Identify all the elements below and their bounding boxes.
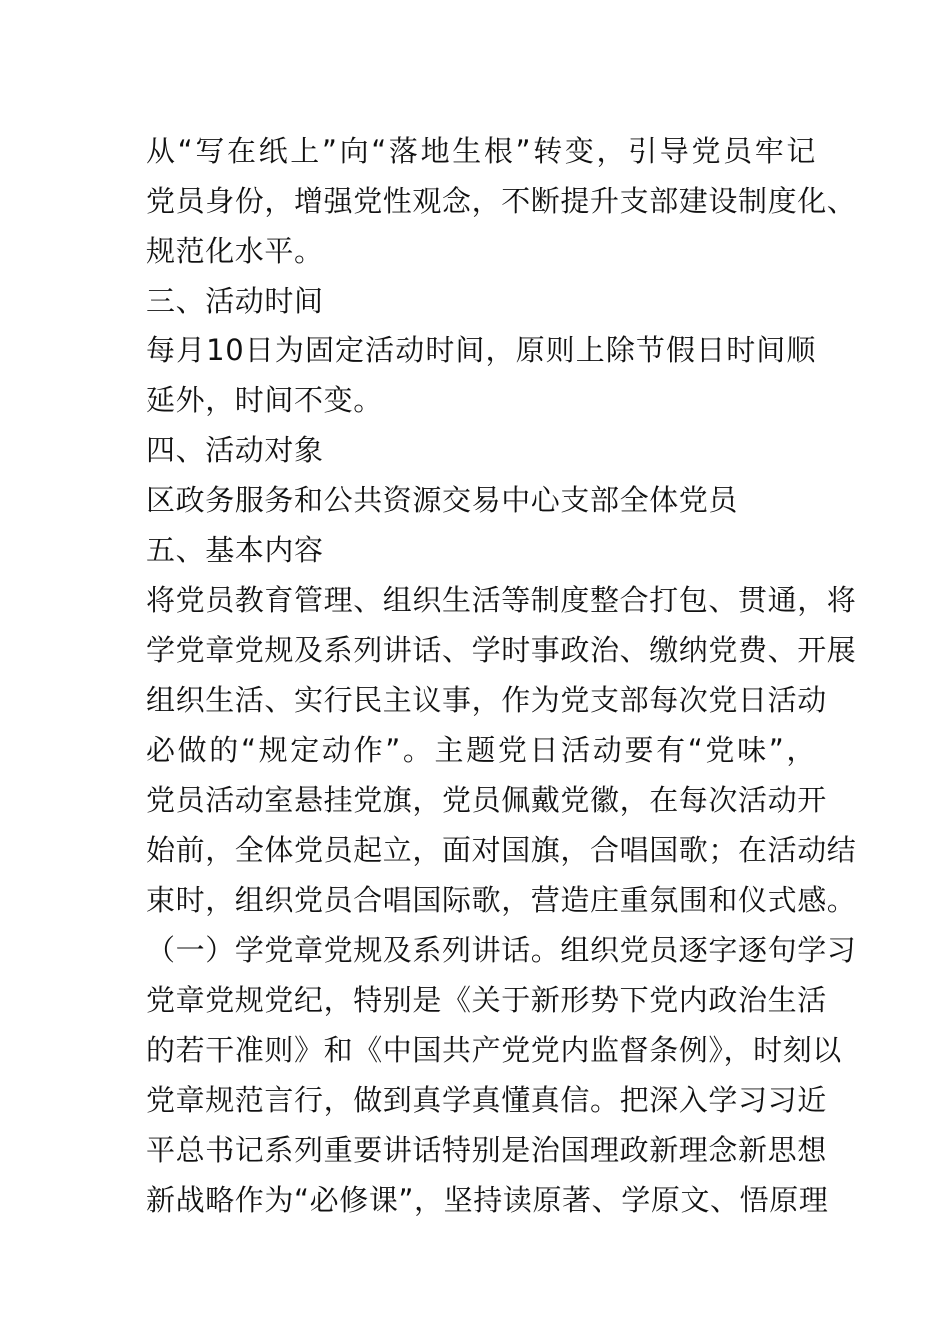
body-text-line: 规范化水平。 bbox=[146, 234, 324, 268]
body-text-line: 必做的“规定动作”。主题党日活动要有“党味”， bbox=[146, 733, 816, 767]
body-text-line: 组织生活、实行民主议事，作为党支部每次党日活动 bbox=[146, 683, 827, 717]
body-text-line: 的若干准则》和《中国共产党党内监督条例》，时刻以 bbox=[146, 1033, 842, 1067]
body-text-line: 平总书记系列重要讲话特别是治国理政新理念新思想 bbox=[146, 1133, 827, 1167]
section-heading-activity-target: 四、活动对象 bbox=[146, 433, 324, 467]
body-text-line: 新战略作为“必修课”，坚持读原著、学原文、悟原理 bbox=[146, 1183, 829, 1217]
body-text-line: 将党员教育管理、组织生活等制度整合打包、贯通，将 bbox=[146, 583, 857, 617]
body-text-line: 始前，全体党员起立，面对国旗，合唱国歌；在活动结 bbox=[146, 833, 857, 867]
section-heading-activity-time: 三、活动时间 bbox=[146, 284, 324, 318]
body-text-line: 党员活动室悬挂党旗，党员佩戴党徽，在每次活动开 bbox=[146, 783, 827, 817]
body-text-line: 党员身份，增强党性观念，不断提升支部建设制度化、 bbox=[146, 184, 857, 218]
body-text-line: 党章党规党纪，特别是《关于新形势下党内政治生活 bbox=[146, 983, 827, 1017]
body-text-line: 束时，组织党员合唱国际歌，营造庄重氛围和仪式感。 bbox=[146, 883, 857, 917]
section-heading-basic-content: 五、基本内容 bbox=[146, 533, 324, 567]
body-text-line: 党章规范言行，做到真学真懂真信。把深入学习习近 bbox=[146, 1083, 827, 1117]
body-text-line: 延外，时间不变。 bbox=[146, 383, 383, 417]
body-text-line: 从“写在纸上”向“落地生根”转变，引导党员牢记 bbox=[146, 134, 816, 168]
body-text-line: 区政务服务和公共资源交易中心支部全体党员 bbox=[146, 483, 739, 517]
body-text-line: 学党章党规及系列讲话、学时事政治、缴纳党费、开展 bbox=[146, 633, 857, 667]
body-text-line: 每月10日为固定活动时间，原则上除节假日时间顺 bbox=[146, 333, 816, 367]
subsection-heading-party-study: （一）学党章党规及系列讲话。组织党员逐字逐句学习 bbox=[146, 933, 857, 967]
